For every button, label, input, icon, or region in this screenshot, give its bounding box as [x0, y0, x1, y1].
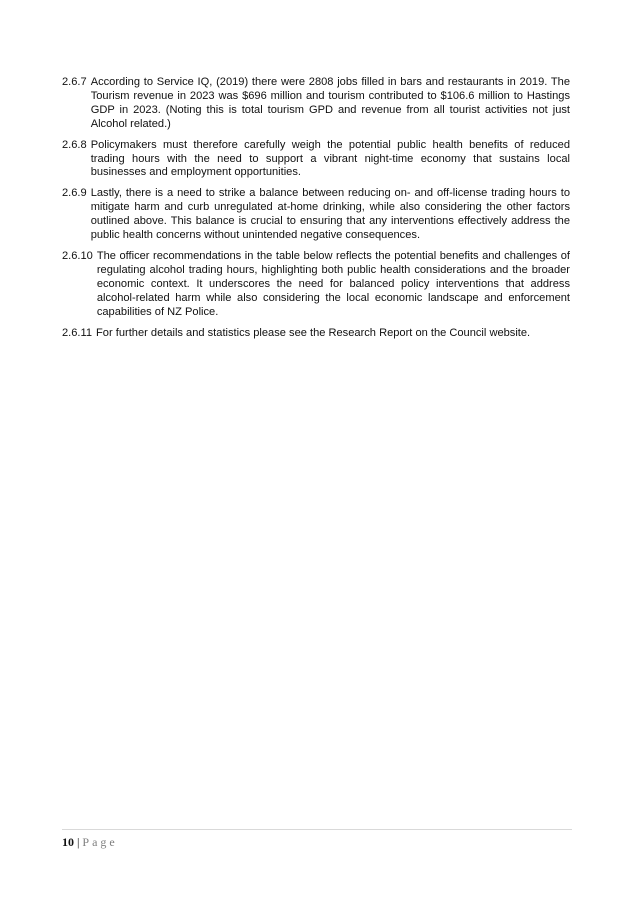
paragraph-text: The officer recommendations in the table below reflects the potential benefits and challenges of regulating alcohol trading hours, highlighting both public health considerations and the broader economic context. It underscores the need for balanced policy interventions that address alcohol-related harm while also considering the local economic landscape and enforcement capabilities of NZ Police.	[96, 249, 570, 318]
paragraph-text: Policymakers must therefore carefully weigh the potential public health benefits of reduced trading hours with the need to support a vibrant night-time economy that sustains local businesses and employment opportunities.	[90, 138, 570, 179]
footer-divider	[62, 829, 572, 830]
paragraph-2-6-7	[62, 76, 570, 132]
paragraph-number: 2.6.8	[62, 138, 87, 151]
page-label: Page	[82, 835, 118, 849]
page-footer	[62, 835, 118, 850]
paragraph-number: 2.6.9	[62, 187, 87, 200]
paragraph-2-6-11	[62, 327, 570, 341]
paragraph-2-6-8	[62, 139, 570, 181]
page-number: 10	[62, 835, 74, 849]
paragraph-2-6-9	[62, 187, 570, 243]
paragraph-number: 2.6.11	[62, 326, 93, 339]
section-body	[62, 76, 570, 347]
footer-separator: |	[77, 835, 80, 849]
paragraph-number: 2.6.10	[62, 249, 93, 262]
paragraph-text: According to Service IQ, (2019) there were 2808 jobs filled in bars and restaurants in 2019. The Tourism revenue in 2023 was $696 million and tourism contributed to $106.6 million to Hastings GDP in 2023. (Noting this is total tourism GPD and revenue from all tourist activities not just Alcohol related.)	[90, 76, 570, 130]
paragraph-number: 2.6.7	[62, 76, 87, 88]
paragraph-text: For further details and statistics please see the Research Report on the Council website.	[96, 326, 531, 339]
paragraph-text: Lastly, there is a need to strike a balance between reducing on- and off-license trading hours to mitigate harm and curb unregulated at-home drinking, while also considering the other factors outlined above. This balance is crucial to ensuring that any interventions effectively address the public health concerns without unintended negative consequences.	[90, 187, 570, 242]
paragraph-2-6-10	[62, 250, 570, 320]
